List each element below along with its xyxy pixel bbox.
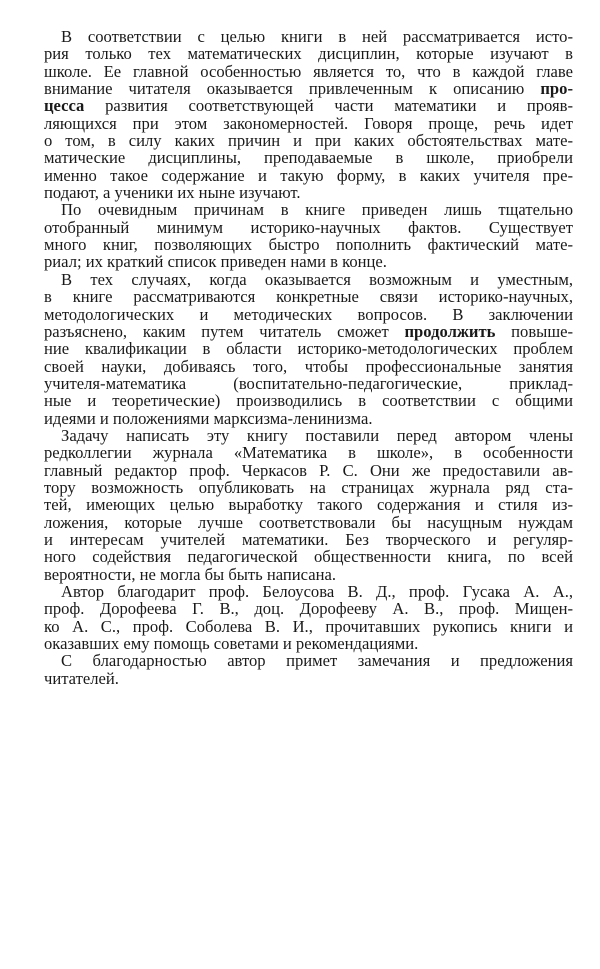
text-segment: и интересам учителей математики. Без творческого и регуляр-: [44, 529, 573, 549]
text-line: [44, 28, 573, 45]
text-segment: учителя-математика (воспитательно-педагогические, приклад-: [44, 373, 573, 393]
bold-text: продолжить: [404, 321, 496, 341]
text-line: [44, 496, 573, 513]
text-segment: риал; их краткий список приведен нами в конце.: [44, 252, 387, 272]
text-segment: ложения, которые лучше соответствовали бы насущным нуждам: [44, 512, 573, 532]
text-segment: По очевидным причинам в книге приведен лишь тщательно: [61, 200, 573, 220]
text-segment: проф. Дорофеева Г. В., доц. Дорофееву А. В., проф. Мищен-: [44, 599, 573, 619]
text-segment: много книг, позволяющих быстро пополнить фактический мате-: [44, 235, 573, 255]
text-line: [44, 201, 573, 218]
text-line: [44, 288, 573, 305]
text-line: [44, 427, 573, 444]
paragraph: [44, 652, 573, 687]
text-segment: матические дисциплины, преподаваемые в школе, приобрели: [44, 148, 573, 168]
text-segment: Автор благодарит проф. Белоусова В. Д., проф. Гусака А. А.,: [61, 582, 573, 601]
text-line: [44, 306, 573, 323]
text-segment: внимание читателя оказывается привлеченным к описанию: [44, 79, 541, 99]
text-line: [44, 600, 573, 617]
text-segment: подают, а ученики их ныне изучают.: [44, 183, 301, 203]
text-line: [44, 652, 573, 669]
paragraph: [44, 201, 573, 270]
text-line: [44, 618, 573, 635]
text-segment: именно такое содержание и такую форму, в каких учителя пре-: [44, 165, 573, 185]
text-line: [44, 444, 573, 461]
text-line: [44, 132, 573, 149]
text-line: [44, 410, 573, 427]
text-line: [44, 548, 573, 565]
paragraph: [44, 28, 573, 201]
paragraph: [44, 583, 573, 652]
text-line: [44, 375, 573, 392]
text-segment: повыше-: [495, 321, 573, 341]
text-line: [44, 184, 573, 201]
bold-text: цесса: [44, 96, 85, 116]
text-line: [44, 635, 573, 652]
text-segment: ко А. С., проф. Соболева В. И., прочитавших рукопись книги и: [44, 616, 573, 636]
text-segment: ные и теоретические) производились в соответствии с общими: [44, 391, 573, 411]
text-segment: С благодарностью автор примет замечания и предложения: [61, 651, 573, 671]
text-line: [44, 253, 573, 270]
text-line: [44, 462, 573, 479]
text-segment: о том, в силу каких причин и при каких обстоятельствах мате-: [44, 131, 573, 151]
paragraph: [44, 427, 573, 583]
text-line: [44, 566, 573, 583]
text-line: [44, 149, 573, 166]
text-line: [44, 271, 573, 288]
text-segment: в книге рассматриваются конкретные связи историко-научных,: [44, 287, 573, 307]
text-line: [44, 340, 573, 357]
text-line: [44, 167, 573, 184]
text-line: [44, 514, 573, 531]
text-line: [44, 236, 573, 253]
text-segment: разъяснено, каким путем читатель сможет: [44, 321, 405, 341]
text-line: [44, 219, 573, 236]
text-segment: В соответствии с целью книги в ней рассматривается исто-: [61, 27, 573, 46]
text-segment: методологических и методических вопросов. В заключении: [44, 304, 573, 324]
text-segment: читателей.: [44, 668, 119, 688]
text-segment: ляющихся при этом закономерностей. Говоря проще, речь идет: [44, 113, 573, 133]
paragraph: [44, 271, 573, 427]
text-segment: тору возможность опубликовать на страницах журнала ряд ста-: [44, 477, 573, 497]
text-segment: Задачу написать эту книгу поставили перед автором члены: [61, 425, 573, 445]
text-line: [44, 358, 573, 375]
text-segment: развития соответствующей части математики и прояв-: [84, 96, 573, 116]
text-segment: ного содействия педагогической общественности книга, по всей: [44, 547, 573, 567]
text-segment: В тех случаях, когда оказывается возможным и уместным,: [61, 269, 573, 289]
bold-text: про-: [540, 79, 573, 99]
text-segment: тей, имеющих целью выработку такого содержания и стиля из-: [44, 495, 573, 515]
text-line: [44, 392, 573, 409]
text-segment: редколлегии журнала «Математика в школе», в особенности: [44, 443, 573, 463]
text-line: [44, 97, 573, 114]
document-page: [44, 28, 573, 687]
text-segment: идеями и положениями марксизма-ленинизма.: [44, 408, 373, 428]
text-segment: вероятности, не могла бы быть написана.: [44, 564, 337, 584]
text-segment: школе. Ее главной особенностью является то, что в каждой главе: [44, 61, 573, 81]
text-segment: отобранный минимум историко-научных фактов. Существует: [44, 217, 573, 237]
text-line: [44, 670, 573, 687]
text-segment: оказавших ему помощь советами и рекомендациями.: [44, 634, 419, 654]
text-line: [44, 45, 573, 62]
text-line: [44, 80, 573, 97]
text-segment: своей науки, добиваясь того, чтобы профессиональные занятия: [44, 356, 573, 376]
text-segment: рия только тех математических дисциплин, которые изучают в: [44, 44, 573, 64]
text-line: [44, 323, 573, 340]
text-line: [44, 583, 573, 600]
text-line: [44, 531, 573, 548]
text-line: [44, 479, 573, 496]
text-line: [44, 115, 573, 132]
text-segment: ние квалификации в области историко-методологических проблем: [44, 339, 573, 359]
text-segment: главный редактор проф. Черкасов Р. С. Они же предоставили ав-: [44, 460, 573, 480]
text-line: [44, 63, 573, 80]
